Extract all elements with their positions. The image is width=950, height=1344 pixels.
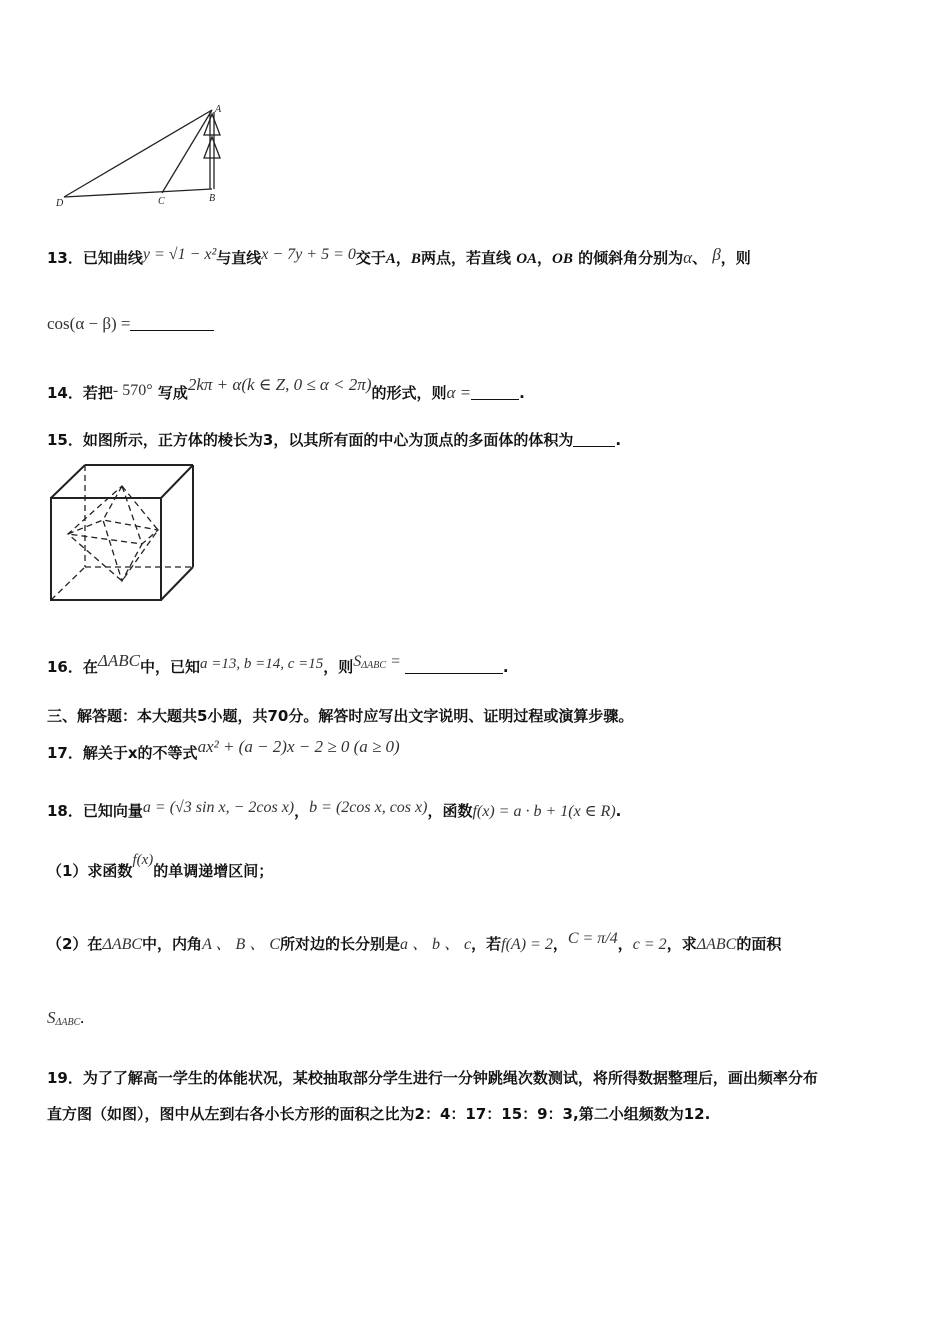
vector-a: a = (√3 sin x, − 2cos x) (142, 799, 295, 816)
question-number: 15． (47, 431, 83, 449)
question-18: 18．已知向量a = (√3 sin x, − 2cos x)，b = (2cos x, cos x)，函数f(x) = a · b + 1(x ∈ R). (47, 799, 622, 820)
area-symbol: $S_{\Delta ABC}$ = (353, 653, 401, 671)
area-symbol-s-abc: $S_{\Delta ABC}$. (47, 1008, 85, 1028)
cube-figure (45, 460, 197, 605)
inequality: ax² + (a − 2)x − 2 ≥ 0 (a ≥ 0) (197, 737, 400, 756)
given-sides: a =13, b =14, c =15 (200, 656, 324, 672)
question-19-line-2: 直方图（如图），图中从左到右各小长方形的面积之比为2：4：17：15：9：3,第二小组频数为12. (47, 1105, 711, 1123)
question-14: 14．若把- 570° 写成2kπ + α(k ∈ Z, 0 ≤ α < 2π)的形式，则α = . (47, 375, 525, 402)
question-18-part-2: （2）在ΔABC中，内角A 、 B 、 C所对边的长分别是a 、 b 、 c，若f(A) = 2，C = π/4，c = 2，求ΔABC的面积 (47, 930, 782, 953)
label-C: C (158, 196, 165, 207)
question-15: 15．如图所示，正方体的棱长为3，以其所有面的中心为顶点的多面体的体积为 . (47, 431, 622, 449)
answer-blank[interactable] (130, 310, 214, 331)
answer-blank[interactable] (471, 383, 519, 400)
section-heading: 三、解答题：本大题共5小题，共70分。解答时应写出文字说明、证明过程或演算步骤。 (47, 707, 634, 725)
cos-expression: cos(α − β) = (47, 314, 131, 333)
curve-equation: y = √1 − x² (142, 246, 217, 263)
question-number: 19． (47, 1069, 83, 1087)
question-19-line-1: 19．为了了解高一学生的体能状况，某校抽取部分学生进行一分钟跳绳次数测试，将所得数据整理后，画出频率分布 (47, 1069, 818, 1087)
question-17: 17．解关于x的不等式ax² + (a − 2)x − 2 ≥ 0 (a ≥ 0) (47, 737, 400, 762)
question-number: 13． (47, 249, 83, 267)
label-B: B (209, 193, 216, 204)
angle-form: 2kπ + α(k ∈ Z, 0 ≤ α < 2π) (187, 375, 372, 394)
question-number: 17． (47, 744, 83, 762)
label-D: D (56, 198, 64, 209)
angle-value: - 570° (112, 382, 153, 399)
question-18-part-1: （1）求函数f(x)的单调递增区间； (47, 852, 274, 880)
vector-b: b = (2cos x, cos x) (309, 799, 428, 816)
function-f: f(x) = a · b + 1(x ∈ R) (472, 803, 616, 820)
question-16: 16．在ΔABC中，已知a =13, b =14, c =15，则$S_{\Delta ABC}$ = . (47, 651, 509, 676)
label-A: A (215, 104, 222, 115)
answer-blank[interactable] (405, 657, 503, 674)
question-number: 16． (47, 658, 83, 676)
question-13: 13．已知曲线y = √1 − x²与直线x − 7y + 5 = 0交于A，B两点，若直线 OA，OB 的倾斜角分别为α、 β，则 (47, 245, 751, 267)
triangle-figure (50, 100, 240, 210)
line-equation: x − 7y + 5 = 0 (261, 246, 356, 263)
answer-blank[interactable] (573, 430, 615, 447)
question-number: 14． (47, 384, 83, 402)
triangle-abc: ΔABC (97, 651, 140, 670)
question-number: 18． (47, 802, 83, 820)
question-13-answer-line (47, 310, 214, 334)
